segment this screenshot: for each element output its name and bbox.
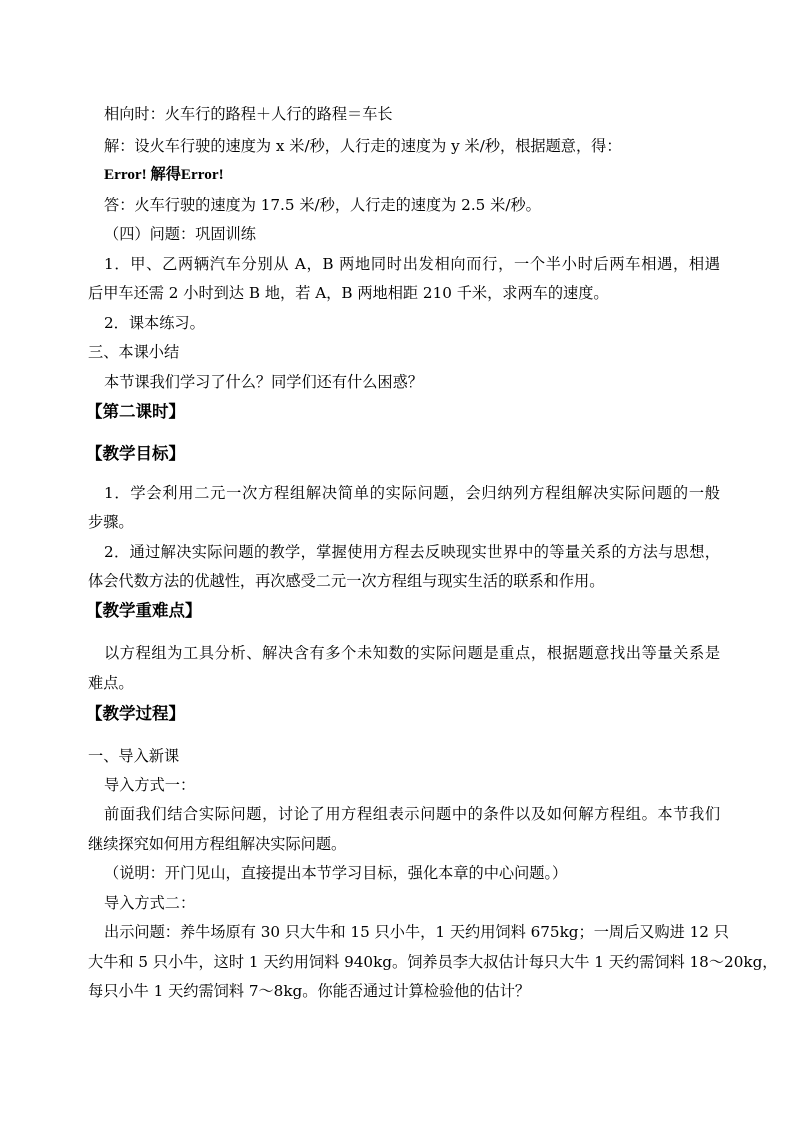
objective-2-line-2: 体会代数方法的优越性，再次感受二元一次方程组与现实生活的联系和作用。 — [88, 572, 605, 590]
intro-method-2-label: 导入方式二： — [104, 894, 196, 912]
keypoint-line-2: 难点。 — [88, 674, 134, 692]
problem-line-1: 出示问题：养牛场原有 30 只大牛和 15 只小牛，1 天约用饲料 675kg；一周后又购进 12 只 — [104, 923, 729, 941]
intro-method-1-note: （说明：开门见山，直接提出本节学习目标，强化本章的中心问题。） — [104, 864, 568, 882]
objective-1-line-2: 步骤。 — [88, 513, 134, 531]
relation-line: 相向时：火车行的路程＋人行的路程＝车长 — [104, 105, 393, 123]
intro-method-1-line-2: 继续探究如何用方程组解决实际问题。 — [88, 835, 347, 853]
keypoint-line-1: 以方程组为工具分析、解决含有多个未知数的实际问题是重点，根据题意找出等量关系是 — [104, 644, 720, 662]
objective-2-line-1: 2．通过解决实际问题的教学，掌握使用方程去反映现实世界中的等量关系的方法与思想， — [104, 543, 720, 561]
exercise-2-line: 2．课本练习。 — [104, 314, 205, 332]
subsection-title: （四）问题：巩固训练 — [104, 225, 256, 243]
solution-setup-line: 解：设火车行驶的速度为 x 米/秒，人行走的速度为 y 米/秒，根据题意，得： — [104, 137, 622, 155]
answer-line: 答：火车行驶的速度为 17.5 米/秒，人行走的速度为 2.5 米/秒。 — [104, 196, 541, 214]
heading-teaching-process: 【教学过程】 — [86, 704, 185, 723]
intro-method-1-label: 导入方式一： — [104, 776, 196, 794]
objective-1-line-1: 1．学会利用二元一次方程组解决简单的实际问题，会归纳列方程组解决实际问题的一般 — [104, 484, 720, 502]
intro-method-1-line-1: 前面我们结合实际问题，讨论了用方程组表示问题中的条件以及如何解方程组。本节我们 — [104, 805, 720, 823]
equation-error-line: Error! 解得Error! — [104, 166, 224, 183]
problem-line-3: 每只小牛 1 天约需饲料 7～8kg。你能否通过计算检验他的估计？ — [88, 982, 531, 1000]
exercise-1-line-2: 后甲车还需 2 小时到达 B 地，若 A，B 两地相距 210 千米，求两车的速度。 — [88, 284, 609, 302]
section-summary-title: 三、本课小结 — [88, 343, 180, 361]
heading-teaching-objectives: 【教学目标】 — [86, 444, 185, 463]
summary-question: 本节课我们学习了什么？同学们还有什么困惑？ — [104, 373, 423, 391]
process-section-title: 一、导入新课 — [88, 747, 180, 765]
problem-line-2: 大牛和 5 只小牛，这时 1 天约用饲料 940kg。饲养员李大叔估计每只大牛 1 天约需饲料 18～20kg， — [88, 953, 778, 971]
heading-key-points: 【教学重难点】 — [86, 601, 202, 620]
exercise-1-line-1: 1．甲、乙两辆汽车分别从 A，B 两地同时出发相向而行，一个半小时后两车相遇，相遇 — [104, 255, 720, 273]
heading-second-lesson: 【第二课时】 — [86, 402, 185, 421]
